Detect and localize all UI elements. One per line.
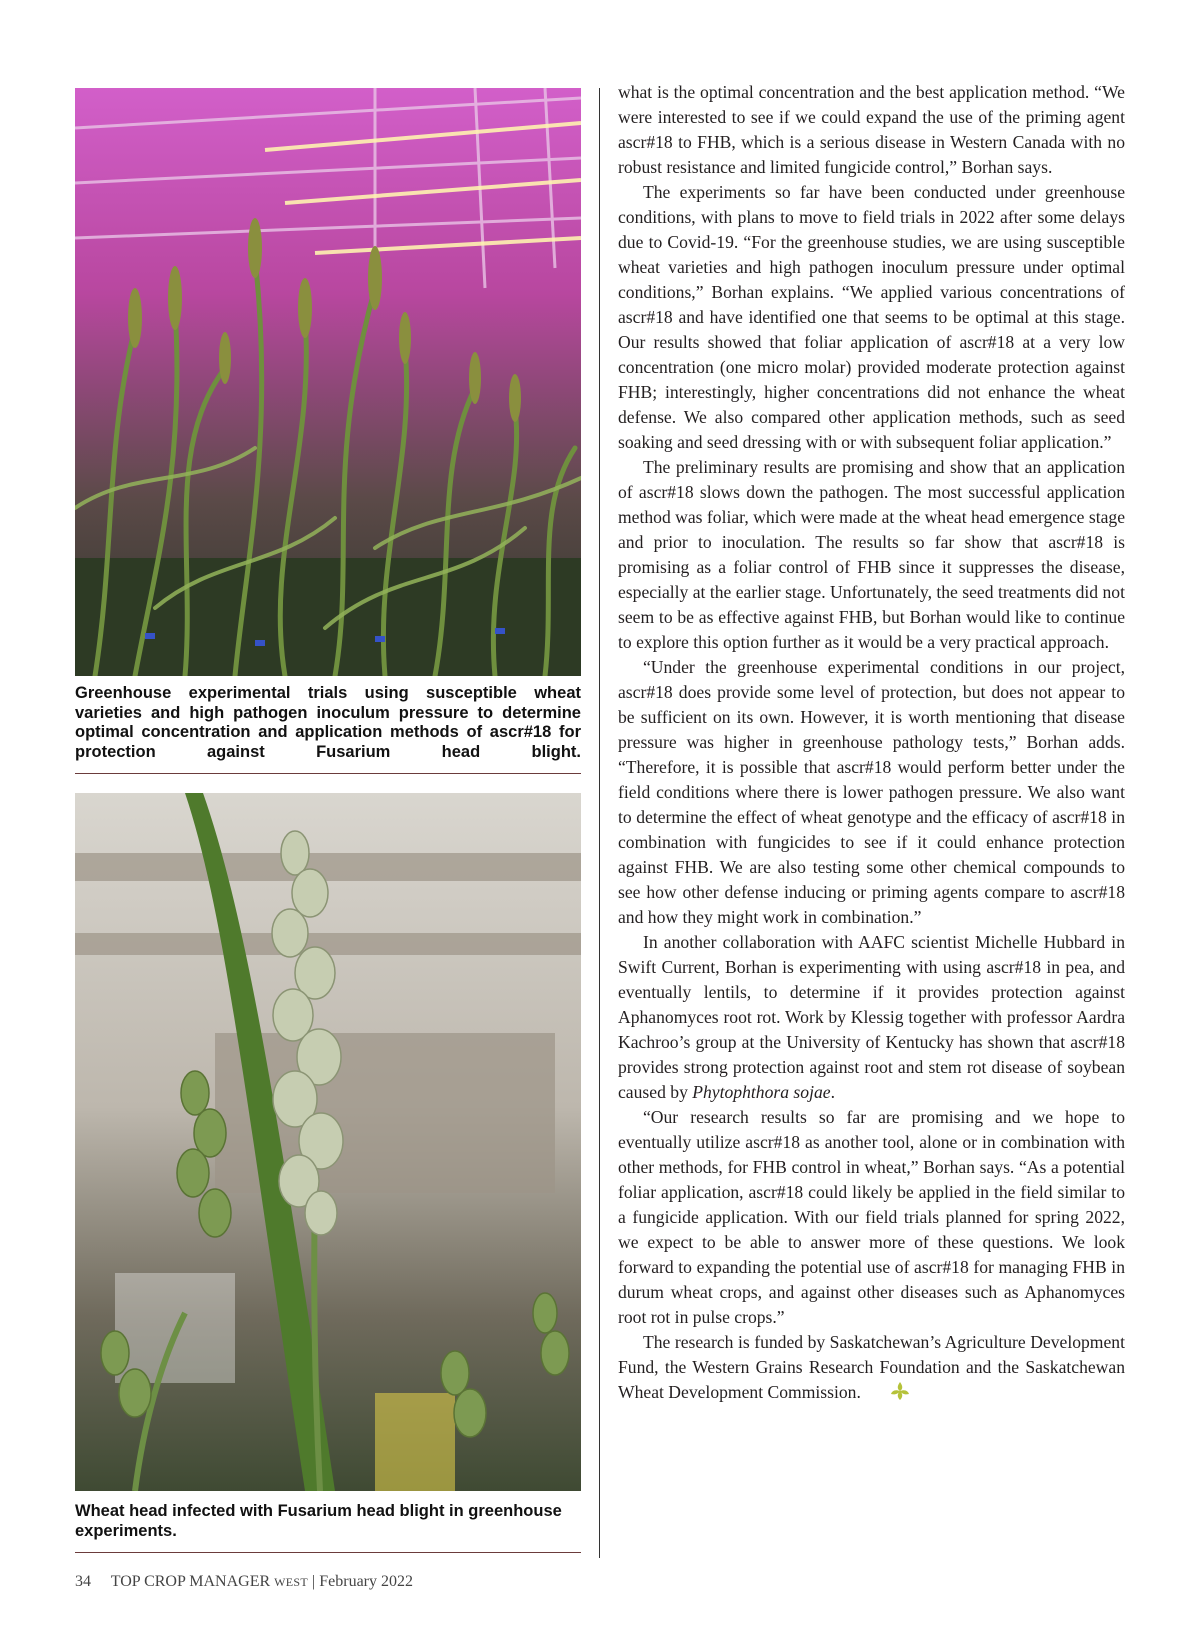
infected-wheat-head-illustration bbox=[75, 793, 581, 1491]
column-divider bbox=[599, 88, 600, 1558]
magazine-edition: WEST bbox=[274, 1575, 309, 1589]
magazine-title: TOP CROP MANAGER bbox=[110, 1573, 271, 1590]
paragraph-text: The research is funded by Saskatchewan’s Agriculture Development Fund, the Western Grains Research Foundation and the Saskatchewan Wheat Development Commission. bbox=[618, 1332, 1125, 1402]
article-paragraph: what is the optimal concentration and the best application method. “We were interested to see if we could expand the use of the priming agent ascr#18 to FHB, which is a serious disease in Western Canada with no robust resistance and limited fungicide control,” Borhan says. bbox=[618, 82, 1125, 177]
article-paragraph: The preliminary results are promising and show that an application of ascr#18 slows down the pathogen. The most successful application method was foliar, which were made at the wheat head emergence stage and prior to inoculation. The results so far show that ascr#18 is promising as a foliar control of FHB since it suppresses the disease, especially at the earlier stage. Unfortunately, the seed treatments did not seem to be as effective against FHB, but Borhan would like to continue to explore this option further as it would be a very practical approach. bbox=[618, 457, 1126, 652]
article-paragraph: The experiments so far have been conducted under greenhouse conditions, with plans to move to field trials in 2022 after some delays due to Covid-19. “For the greenhouse studies, we are using susceptible wheat varieties and high pathogen inoculum pressure under optimal conditions,” Borhan explains. “We applied various concentrations of ascr#18 and have identified one that seems to be optimal at this stage. Our results showed that foliar application of ascr#18 at a very low concentration (one micro molar) provided moderate protection against FHB; interestingly, higher concentrations did not enhance the wheat defense. We also compared other application methods, such as seed soaking and seed dressing with or with subsequent foliar application.” bbox=[618, 182, 1125, 452]
page-footer bbox=[75, 1573, 413, 1591]
figure-caption: Greenhouse experimental trials using susceptible wheat varieties and high pathogen inoculum pressure to determine optimal concentration and application methods of ascr#18 for protection against Fusarium head blight. bbox=[75, 684, 581, 761]
caption-divider bbox=[75, 773, 581, 774]
greenhouse-trials-photo bbox=[75, 88, 581, 676]
article-body bbox=[618, 80, 1125, 1405]
infected-wheat-head-photo bbox=[75, 793, 581, 1491]
issue-date: February 2022 bbox=[319, 1573, 413, 1590]
footer-separator: | bbox=[312, 1573, 316, 1590]
greenhouse-trials-illustration bbox=[75, 88, 581, 676]
article-paragraph: “Our research results so far are promising and we hope to eventually utilize ascr#18 as another tool, alone or in combination with other methods, for FHB control in wheat,” Borhan says. “As a potential foliar application, ascr#18 could likely be applied in the field similar to a fungicide application. With our field trials planned for spring 2022, we expect to be able to answer more of these questions. We look forward to expanding the potential use of ascr#18 for managing FHB in durum wheat crops, and against other diseases such as Aphanomyces root rot in pulse crops.” bbox=[618, 1107, 1125, 1327]
caption-divider bbox=[75, 1552, 581, 1553]
figure-caption: Wheat head infected with Fusarium head blight in greenhouse experiments. bbox=[75, 1502, 562, 1540]
species-name: Phytophthora sojae bbox=[692, 1082, 831, 1102]
paragraph-text: . bbox=[830, 1082, 835, 1102]
paragraph-text: In another collaboration with AAFC scientist Michelle Hubbard in Swift Current, Borhan is experimenting with using ascr#18 in pea, and eventually lentils, to determine if it provides protection against Aphanomyces root rot. Work by Klessig together with professor Aardra Kachroo’s group at the University of Kentucky has shown that ascr#18 provides strong protection against root and stem rot disease of soybean caused by bbox=[618, 932, 1125, 1102]
wheat-leaf-end-icon bbox=[865, 1381, 885, 1401]
article-paragraph bbox=[618, 1330, 1125, 1405]
page-number: 34 bbox=[75, 1573, 91, 1590]
article-paragraph: “Under the greenhouse experimental conditions in our project, ascr#18 does provide some level of protection, but does not appear to be sufficient on its own. However, it is worth mentioning that disease pressure was higher in greenhouse pathology tests,” Borhan adds. “Therefore, it is possible that ascr#18 would perform better under the field conditions where there is lower pathogen pressure. We also want to determine the effect of wheat genotype and the efficacy of ascr#18 in combination with fungicides to see if it could enhance protection against FHB. We are also testing some other chemical compounds to see how other defense inducing or priming agents compare to ascr#18 and how they might work in combination.” bbox=[618, 657, 1125, 927]
article-paragraph bbox=[618, 930, 1125, 1105]
